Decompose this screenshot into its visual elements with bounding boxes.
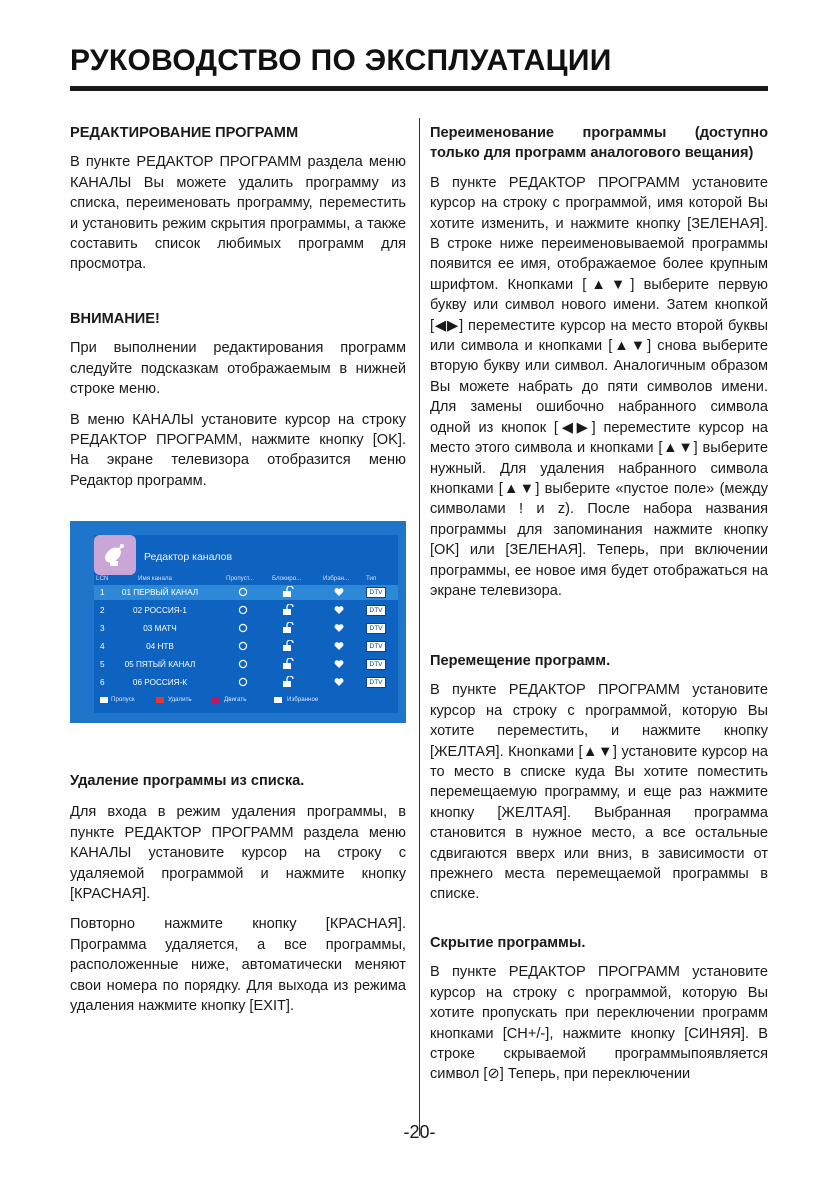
skip-color-key <box>100 697 108 703</box>
channel-name: 02 РОССИЯ-1 <box>133 606 187 615</box>
header-lcn: LCN <box>96 575 109 582</box>
skip-circle-icon <box>238 677 248 687</box>
footer-move-label: Двигать <box>224 696 247 703</box>
channel-name: 04 НТВ <box>146 642 174 651</box>
section-move-programs <box>430 651 768 905</box>
paragraph: В пункте РЕДАКТОР ПРОГРАММ установите курсор на строку с программой, имя которой Вы хотите изменить, и нажмите кнопку [ЗЕЛЕНАЯ]. В строке ниже переименовываемой программы появится ее имя, отображаемое более крупным шрифтом. Кнопками [▲▼] выберите первую букву или символ нового имени. Затем кнопкой [◀▶] переместите курсор на место второй буквы или символа и кнопками [▲▼] снова выберите вторую букву или символ. Аналогичным образом Вы можете набрать до пяти символов имени. Для замены ошибочно набранного символа одной из кнопок [◀▶] переместите курсор на место этого символа и кнопками [▲▼] выберите нужный. Для удаления набранного символа кнопками [▲▼] выберите «пустое поле» (между символами ! и z). После набора названия программы для запоминания нажмите кнопку [OK] или [ЗЕЛЕНАЯ]. Теперь, при включении программы, ее новое имя будет отображаться на экране телевизора. <box>430 174 768 599</box>
section-heading: Скрытие программы. <box>430 935 586 951</box>
type-badge: DTV <box>366 641 386 652</box>
unlock-icon <box>281 676 295 690</box>
channel-row[interactable] <box>94 603 398 618</box>
channel-row[interactable] <box>94 639 398 654</box>
channel-name: 01 ПЕРВЫЙ КАНАЛ <box>121 588 199 597</box>
section-heading: Переименование программы (доступно только для программ аналогового вещания) <box>430 125 768 162</box>
skip-circle-icon <box>238 605 248 615</box>
heart-icon <box>334 677 344 689</box>
channel-name: 03 МАТЧ <box>143 624 177 633</box>
section-hide-program <box>430 933 768 1085</box>
type-badge: DTV <box>366 605 386 616</box>
unlock-icon <box>281 658 295 672</box>
channel-number: 1 <box>100 588 105 597</box>
channel-row[interactable] <box>94 585 398 600</box>
paragraph: Для входа в режим удаления программы, в пункте РЕДАКТОР ПРОГРАММ раздела меню КАНАЛЫ установите курсор на строку с удаляемой программой и нажмите кнопку [КРАСНАЯ]. <box>70 804 406 903</box>
section-rename-program <box>430 123 768 601</box>
section-delete-program <box>70 771 406 1016</box>
page-number: -20- <box>403 1122 436 1142</box>
header-type: Тип <box>366 575 377 582</box>
unlock-icon <box>281 640 295 654</box>
channel-number: 6 <box>100 678 105 687</box>
paragraph: При выполнении редактирования программ следуйте подсказкам отображаемым в нижней строке меню. <box>70 340 406 398</box>
tv-menu-screenshot <box>70 521 406 723</box>
section-heading: Удаление программы из списка. <box>70 773 305 789</box>
unlock-icon <box>281 622 295 636</box>
section-heading: РЕДАКТИРОВАНИЕ ПРОГРАММ <box>70 125 299 141</box>
channel-editor-panel <box>94 535 398 713</box>
channel-name: 06 РОССИЯ-К <box>132 678 188 687</box>
page-title: РУКОВОДСТВО ПО ЭКСПЛУАТАЦИИ <box>70 44 612 77</box>
satellite-dish-icon <box>94 535 136 575</box>
footer-fav-label: Избранное <box>287 696 319 703</box>
type-badge: DTV <box>366 587 386 598</box>
footer-skip-label: Пропуск <box>111 696 135 703</box>
section-heading: ВНИМАНИЕ! <box>70 311 160 327</box>
type-badge: DTV <box>366 623 386 634</box>
delete-color-key <box>156 697 164 703</box>
channel-row[interactable] <box>94 675 398 690</box>
channel-table-header <box>94 575 398 585</box>
paragraph: В пункте РЕДАКТОР ПРОГРАММ установите курсор на строку с nрограммой, которую Вы хотите переместить, и нажмите кнопку [ЖЕЛТАЯ]. Кноnками [▲▼] установите курсор на то место в списке куда Вы хотите поместить перемещаемую программу, и еще раз нажмите кнопку [ЖЕЛТАЯ]. Выбранная программа становится в нужное место, а все остальные сдвигаются вверх или вниз, в зависимости от прежнего места перемещаемой программы в списке. <box>430 682 768 903</box>
paragraph: В меню КАНАЛЫ установите курсор на строку РЕДАКТОР ПРОГРАММ, нажмите кнопку [OK]. На экране телевизора отобразится меню Редактор программ. <box>70 411 406 489</box>
paragraph: В пункте РЕДАКТОР ПРОГРАММ раздела меню КАНАЛЫ Вы можете удалить программу из списка, переименовать программу, переместить и установить режим скрытия программы, а также составить список любимых программ для просмотра. <box>70 154 406 273</box>
channel-number: 5 <box>100 660 105 669</box>
heart-icon <box>334 623 344 635</box>
skip-circle-icon <box>238 659 248 669</box>
header-lock: Блокиро... <box>272 575 302 582</box>
skip-circle-icon <box>238 623 248 633</box>
type-badge: DTV <box>366 677 386 688</box>
heart-icon <box>334 587 344 599</box>
heart-icon <box>334 659 344 671</box>
heart-icon <box>334 641 344 653</box>
channel-number: 2 <box>100 606 105 615</box>
channel-row[interactable] <box>94 657 398 672</box>
channel-name: 05 ПЯТЫЙ КАНАЛ <box>124 660 196 669</box>
paragraph: В пункте РЕДАКТОР ПРОГРАММ установите курсор на строку с nрограммой, которую Вы хотите пропускать при переключении программ кнопками [CH+/-], нажмите кнопку [СИНЯЯ]. В строке скрываемой программыпоявляется символ [⊘] Теперь, при переключении <box>430 964 768 1083</box>
section-attention <box>70 309 406 491</box>
channel-row[interactable] <box>94 621 398 636</box>
heart-icon <box>334 605 344 617</box>
skip-circle-icon <box>238 641 248 651</box>
skip-circle-icon <box>238 587 248 597</box>
move-color-key <box>212 697 220 703</box>
paragraph: Повторно нажмите кнопку [КРАСНАЯ]. Программа удаляется, а все программы, расположенные ниже, автоматически меняют свои номера по порядку. Для выхода из режима удаления нажмите кнопку [EXIT]. <box>70 916 406 1015</box>
footer-delete-label: Удалить <box>168 696 192 703</box>
channel-number: 3 <box>100 624 105 633</box>
header-name: Имя канала <box>138 575 172 582</box>
unlock-icon <box>281 604 295 618</box>
header-skip: Пропуст... <box>226 575 255 582</box>
header-fav: Избран... <box>323 575 350 582</box>
channel-editor-footer <box>94 695 398 707</box>
section-editing-programs <box>70 123 406 275</box>
channel-editor-title: Редактор каналов <box>144 551 233 563</box>
title-rule <box>70 86 768 91</box>
column-divider <box>419 118 420 1136</box>
channel-number: 4 <box>100 642 105 651</box>
fav-color-key <box>274 697 282 703</box>
unlock-icon <box>281 586 295 600</box>
section-heading: Перемещение программ. <box>430 653 611 669</box>
type-badge: DTV <box>366 659 386 670</box>
